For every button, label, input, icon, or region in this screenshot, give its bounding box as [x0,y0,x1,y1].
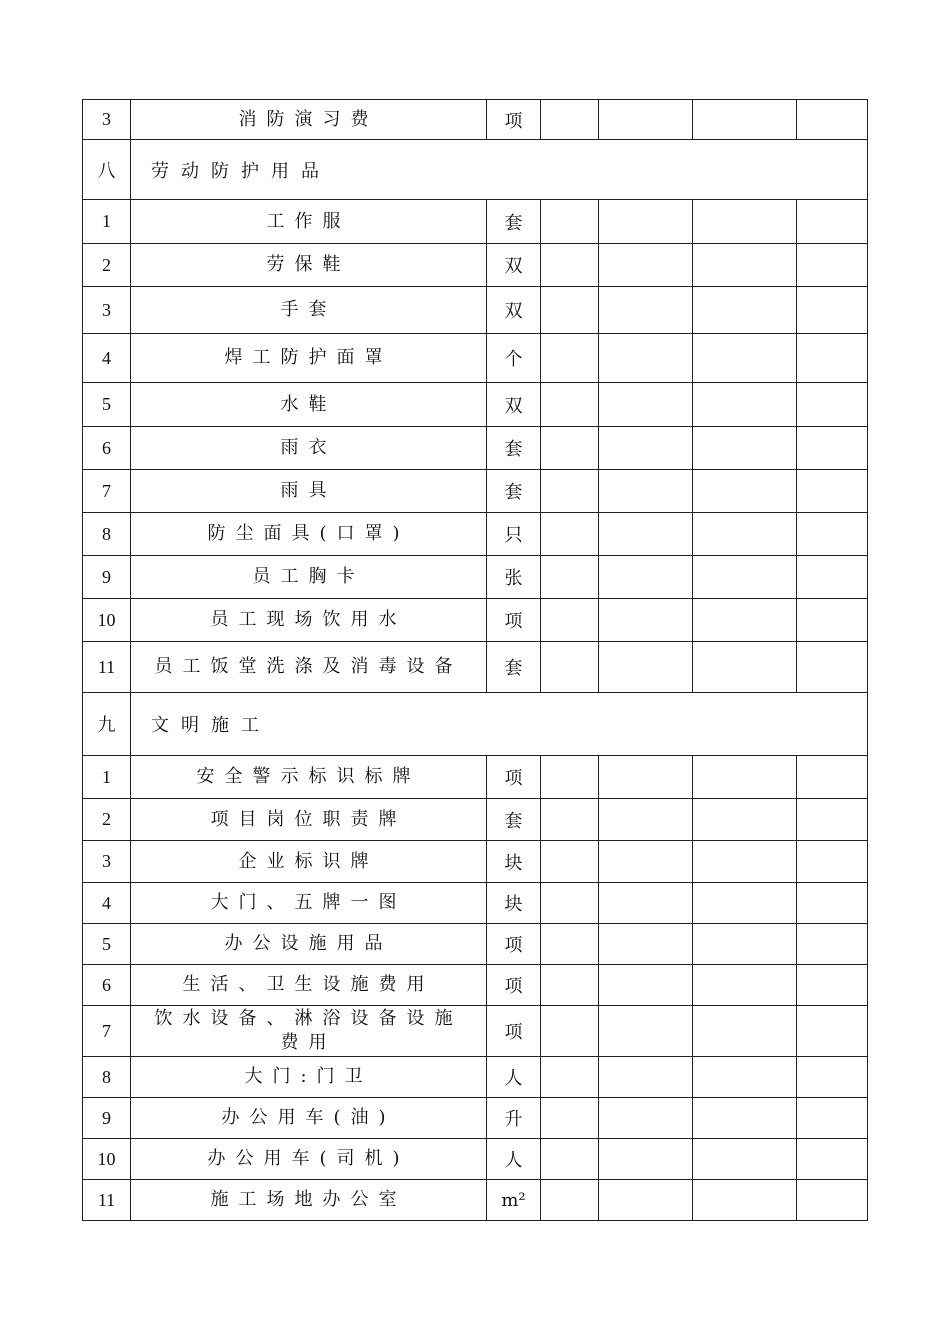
row-number: 3 [83,841,131,882]
item-unit: 双 [487,287,541,333]
empty-cell [599,756,693,798]
empty-cell [797,883,867,923]
empty-cell [599,883,693,923]
table-row [82,965,868,1006]
empty-cell [693,1139,797,1179]
empty-cell [541,841,599,882]
item-name: 手套 [131,287,487,333]
item-name: 施工场地办公室 [131,1180,487,1220]
item-name: 办公用车(司机) [131,1139,487,1179]
empty-cell [693,841,797,882]
item-unit: 套 [487,799,541,840]
empty-cell [541,924,599,964]
empty-cell [693,1057,797,1097]
empty-cell [541,1139,599,1179]
item-unit: 块 [487,841,541,882]
empty-cell [541,513,599,555]
empty-cell [693,799,797,840]
item-unit: 项 [487,1006,541,1056]
item-name: 饮水设备、淋浴设备设施费用 [131,1006,487,1056]
empty-cell [693,334,797,382]
item-name: 员工饭堂洗涤及消毒设备 [131,642,487,692]
item-name: 劳保鞋 [131,244,487,286]
table-row [82,642,868,693]
item-unit: 套 [487,642,541,692]
row-number: 7 [83,1006,131,1056]
empty-cell [599,1098,693,1138]
empty-cell [541,799,599,840]
empty-cell [797,924,867,964]
row-number: 8 [83,1057,131,1097]
empty-cell [541,1098,599,1138]
empty-cell [541,883,599,923]
empty-cell [541,334,599,382]
empty-cell [797,287,867,333]
empty-cell [693,427,797,469]
row-number: 八 [83,140,131,199]
item-name: 雨衣 [131,427,487,469]
empty-cell [693,287,797,333]
item-unit: 双 [487,383,541,426]
empty-cell [797,427,867,469]
item-name: 水鞋 [131,383,487,426]
item-unit: 项 [487,965,541,1005]
empty-cell [797,334,867,382]
section-row [82,693,868,756]
item-unit: 块 [487,883,541,923]
empty-cell [797,244,867,286]
empty-cell [797,1098,867,1138]
item-unit: m² [487,1180,541,1220]
empty-cell [599,383,693,426]
item-name: 工作服 [131,200,487,243]
empty-cell [693,642,797,692]
empty-cell [797,965,867,1005]
table-row [82,1006,868,1057]
item-unit: 套 [487,427,541,469]
empty-cell [797,1180,867,1220]
item-name: 大门:门卫 [131,1057,487,1097]
item-unit: 套 [487,200,541,243]
item-unit: 项 [487,100,541,139]
empty-cell [599,1006,693,1056]
empty-cell [797,200,867,243]
empty-cell [541,642,599,692]
table-row [82,200,868,244]
empty-cell [797,470,867,512]
empty-cell [797,1006,867,1056]
row-number: 11 [83,1180,131,1220]
item-name: 雨具 [131,470,487,512]
empty-cell [599,599,693,641]
row-number: 2 [83,799,131,840]
empty-cell [599,924,693,964]
empty-cell [599,556,693,598]
section-row [82,140,868,200]
empty-cell [693,1180,797,1220]
row-number: 1 [83,756,131,798]
empty-cell [599,965,693,1005]
item-unit: 只 [487,513,541,555]
empty-cell [541,1006,599,1056]
item-name: 企业标识牌 [131,841,487,882]
empty-cell [693,756,797,798]
row-number: 11 [83,642,131,692]
empty-cell [541,470,599,512]
table-row [82,599,868,642]
table-row [82,799,868,841]
empty-cell [599,1139,693,1179]
row-number: 7 [83,470,131,512]
table-row [82,883,868,924]
table-row [82,334,868,383]
empty-cell [599,1180,693,1220]
table-row [82,427,868,470]
item-unit: 个 [487,334,541,382]
empty-cell [693,1098,797,1138]
item-unit: 套 [487,470,541,512]
empty-cell [599,841,693,882]
row-number: 1 [83,200,131,243]
row-number: 6 [83,965,131,1005]
empty-cell [599,200,693,243]
table-row [82,287,868,334]
item-unit: 升 [487,1098,541,1138]
empty-cell [693,556,797,598]
empty-cell [693,924,797,964]
row-number: 4 [83,883,131,923]
empty-cell [693,470,797,512]
item-unit: 双 [487,244,541,286]
empty-cell [541,383,599,426]
row-number: 4 [83,334,131,382]
item-name: 项目岗位职责牌 [131,799,487,840]
cost-table [82,99,868,1221]
empty-cell [541,287,599,333]
table-row [82,244,868,287]
empty-cell [599,513,693,555]
row-number: 6 [83,427,131,469]
item-unit: 项 [487,924,541,964]
empty-cell [797,599,867,641]
empty-cell [797,756,867,798]
empty-cell [797,642,867,692]
row-number: 10 [83,599,131,641]
empty-cell [797,100,867,139]
row-number: 5 [83,383,131,426]
table-row [82,1139,868,1180]
empty-cell [693,513,797,555]
empty-cell [599,470,693,512]
item-unit: 人 [487,1057,541,1097]
empty-cell [541,599,599,641]
table-row [82,924,868,965]
empty-cell [599,642,693,692]
empty-cell [541,756,599,798]
empty-cell [541,200,599,243]
empty-cell [599,244,693,286]
item-name: 办公设施用品 [131,924,487,964]
row-number: 9 [83,556,131,598]
empty-cell [797,799,867,840]
empty-cell [599,287,693,333]
table-row [82,470,868,513]
row-number: 九 [83,693,131,755]
item-name: 员工胸卡 [131,556,487,598]
empty-cell [541,1057,599,1097]
section-title: 文明施工 [151,715,271,736]
item-name: 办公用车(油) [131,1098,487,1138]
empty-cell [797,383,867,426]
table-row [82,99,868,140]
empty-cell [599,100,693,139]
empty-cell [797,1057,867,1097]
empty-cell [541,244,599,286]
item-name: 防尘面具(口罩) [131,513,487,555]
table-row [82,1180,868,1221]
empty-cell [599,799,693,840]
empty-cell [599,427,693,469]
empty-cell [541,1180,599,1220]
empty-cell [797,513,867,555]
item-unit: 项 [487,599,541,641]
empty-cell [797,841,867,882]
empty-cell [693,200,797,243]
item-name: 大门、五牌一图 [131,883,487,923]
table-row [82,756,868,799]
table-row [82,1057,868,1098]
empty-cell [541,556,599,598]
table-row [82,383,868,427]
empty-cell [541,100,599,139]
table-row [82,513,868,556]
table-row [82,841,868,883]
item-name: 安全警示标识标牌 [131,756,487,798]
row-number: 8 [83,513,131,555]
item-name: 员工现场饮用水 [131,599,487,641]
empty-cell [599,1057,693,1097]
table-row [82,556,868,599]
item-name: 焊工防护面罩 [131,334,487,382]
item-unit: 项 [487,756,541,798]
item-name: 生活、卫生设施费用 [131,965,487,1005]
row-number: 10 [83,1139,131,1179]
item-unit: 人 [487,1139,541,1179]
item-name: 消防演习费 [131,100,487,139]
empty-cell [797,1139,867,1179]
empty-cell [599,334,693,382]
row-number: 9 [83,1098,131,1138]
table-row [82,1098,868,1139]
empty-cell [541,965,599,1005]
row-number: 2 [83,244,131,286]
empty-cell [541,427,599,469]
row-number: 3 [83,287,131,333]
empty-cell [693,883,797,923]
empty-cell [693,1006,797,1056]
empty-cell [797,556,867,598]
empty-cell [693,244,797,286]
row-number: 5 [83,924,131,964]
empty-cell [693,965,797,1005]
item-unit: 张 [487,556,541,598]
row-number: 3 [83,100,131,139]
section-title: 劳动防护用品 [151,160,331,182]
empty-cell [693,100,797,139]
empty-cell [693,383,797,426]
empty-cell [693,599,797,641]
